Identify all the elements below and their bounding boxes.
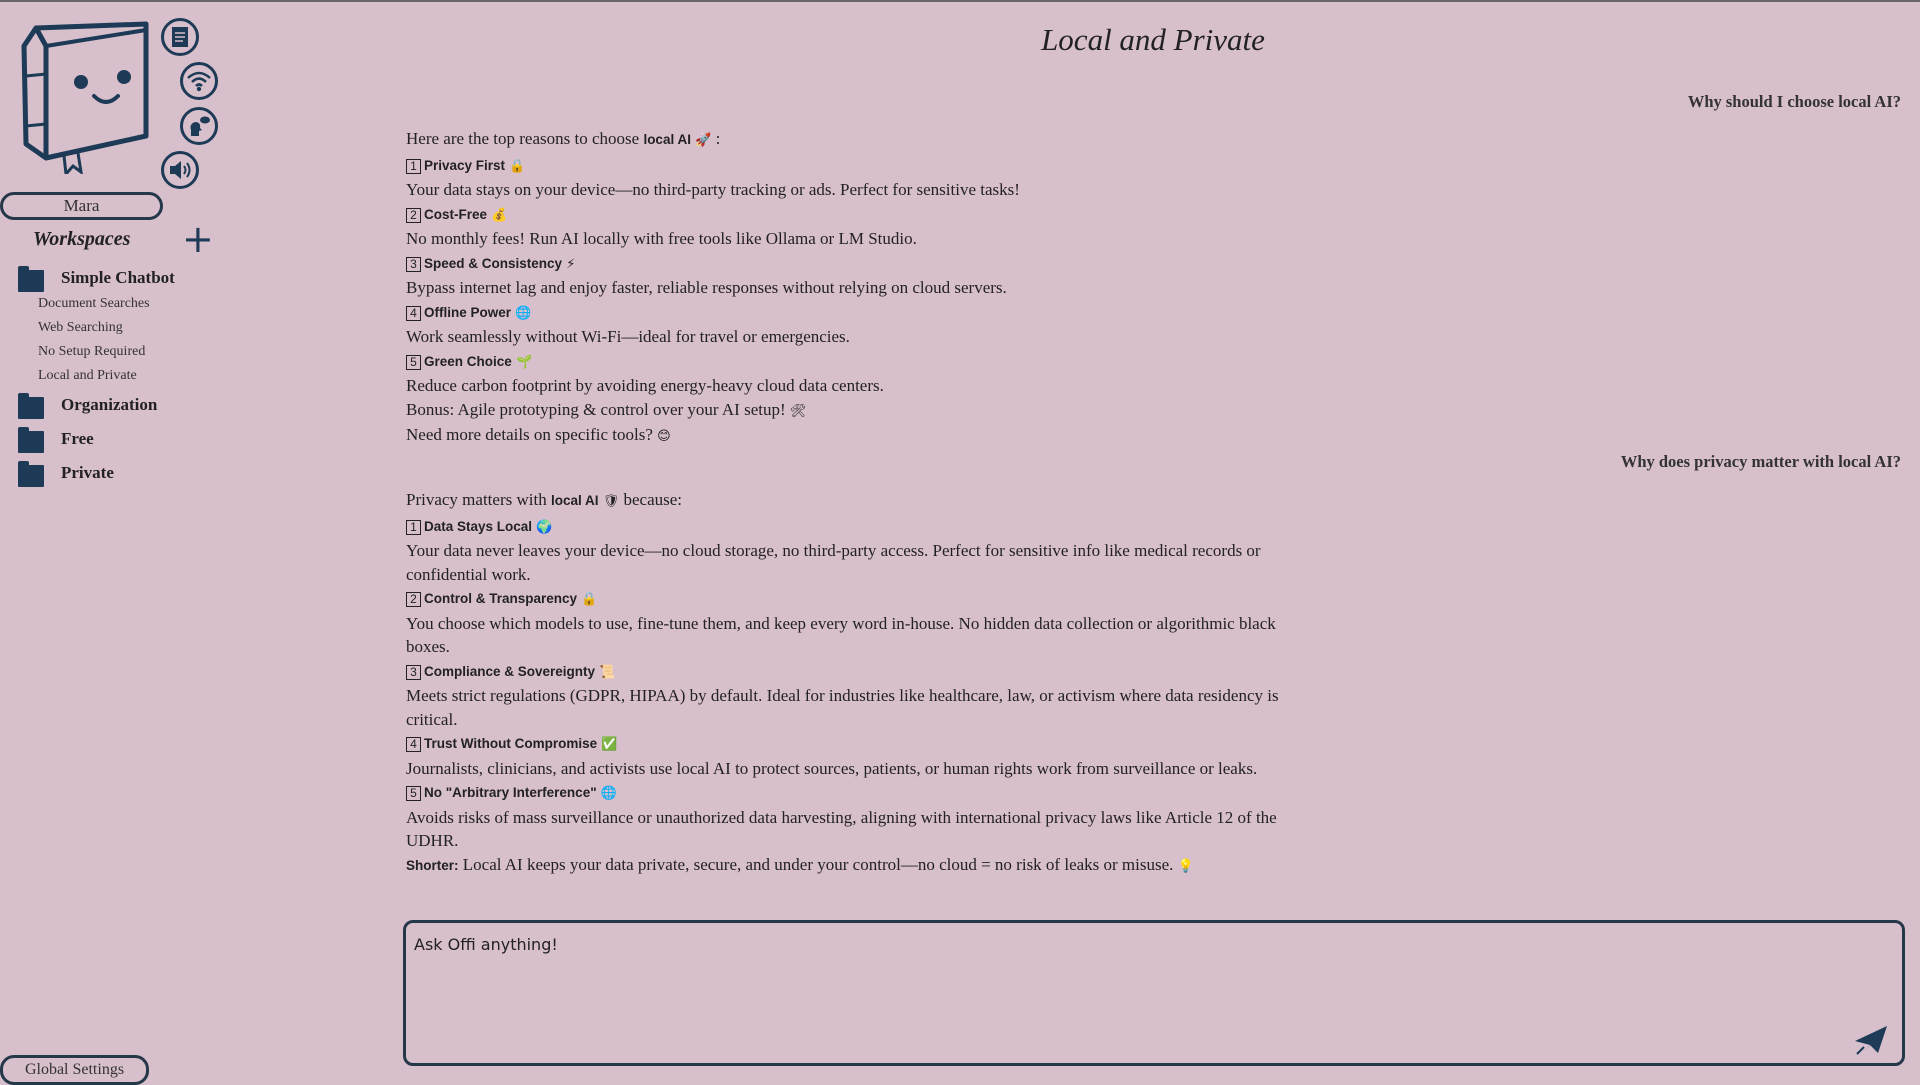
heading-text: No "Arbitrary Interference" (424, 785, 597, 800)
tools-icon: 🛠 (789, 403, 807, 419)
point-heading (406, 586, 1301, 612)
workspace-label: Simple Chatbot (61, 268, 175, 287)
followup-line (406, 423, 1306, 449)
heading-text: Compliance & Sovereignty (424, 663, 596, 679)
heading-text: Control & Transparency (424, 591, 578, 606)
text: Bonus: Agile prototyping & control over your AI setup! (406, 399, 786, 419)
folder-icon (18, 465, 44, 487)
bold-text: local AI (643, 132, 691, 147)
point-emoji-icon: 🔒 (581, 592, 598, 607)
point-text: Your data never leaves your device—no cloud storage, no third-party access. Perfect for sensitive info like medical records or confidential work. (406, 541, 1261, 584)
point-heading (406, 514, 1301, 540)
text: Here are the top reasons to choose (406, 129, 644, 148)
point-text: Avoids risks of mass surveillance or unauthorized data harvesting, aligning with international privacy laws like Article 12 of the UDHR. (406, 807, 1277, 850)
number-badge: 2 (406, 208, 421, 223)
point-text: You choose which models to use, fine-tune them, and keep every word in-house. No hidden data collection or algorithmic black boxes. (406, 613, 1276, 656)
point-heading (406, 659, 1301, 685)
heading-text: Data Stays Local (424, 518, 533, 534)
number-badge: 5 (406, 355, 421, 370)
point-emoji-icon: 🌐 (515, 305, 532, 321)
point-heading (406, 349, 1306, 375)
number-badge: 4 (406, 737, 421, 752)
number-badge: 2 (406, 592, 421, 607)
speaker-icon[interactable] (161, 151, 199, 189)
point-heading (406, 202, 1306, 228)
text: Need more details on specific tools? (406, 425, 653, 444)
point-text: Reduce carbon footprint by avoiding energy-heavy cloud data centers. (406, 376, 884, 395)
page-title: Local and Private (1041, 22, 1265, 57)
user-message: Why does privacy matter with local AI? (1620, 452, 1901, 471)
add-workspace-button[interactable]: + (182, 217, 214, 261)
intro-line (406, 488, 1301, 514)
point-emoji-icon: ✅ (601, 737, 618, 752)
global-settings-button[interactable]: Global Settings (0, 1055, 149, 1085)
number-badge: 1 (406, 159, 421, 174)
point-text: Work seamlessly without Wi-Fi—ideal for travel or emergencies. (406, 327, 850, 346)
point-text: Your data stays on your device—no third-party tracking or ads. Perfect for sensitive tasks! (406, 180, 1020, 199)
rocket-icon: 🚀 (695, 133, 712, 148)
user-name-button[interactable]: Mara (0, 192, 163, 220)
point-text: Meets strict regulations (GDPR, HIPAA) by default. Ideal for industries like healthcare, law, or activism where data residency is critical. (406, 686, 1279, 729)
text: : (711, 129, 721, 148)
workspaces-heading: Workspaces (33, 228, 131, 250)
point-emoji-icon: 🌍 (536, 519, 553, 535)
speaking-head-icon[interactable] (180, 107, 218, 145)
heading-text: Offline Power (424, 304, 512, 320)
smile-icon: 😊 (657, 429, 671, 444)
workspace-label: Organization (61, 395, 158, 414)
point-emoji-icon: 🌐 (600, 786, 618, 801)
number-badge: 3 (406, 257, 421, 272)
point-emoji-icon: 💰 (491, 207, 508, 223)
assistant-message (406, 488, 1301, 878)
shield-icon: 🛡 (602, 494, 620, 509)
point-heading (406, 731, 1301, 757)
point-text: Bypass internet lag and enjoy faster, reliable responses without relying on cloud servers. (406, 278, 1007, 297)
heading-text: Speed & Consistency (424, 255, 563, 271)
point-emoji-icon: ⚡ (566, 256, 576, 272)
point-emoji-icon: 🌱 (516, 354, 533, 370)
number-badge: 4 (406, 306, 421, 321)
chat-input[interactable] (406, 923, 1902, 1063)
point-heading (406, 153, 1306, 179)
send-icon[interactable] (1854, 1025, 1888, 1055)
heading-text: Privacy First (424, 157, 506, 173)
chat-item[interactable]: Web Searching (38, 320, 123, 335)
point-heading (406, 300, 1306, 326)
lightbulb-icon: 💡 (1177, 858, 1194, 874)
assistant-message (406, 127, 1306, 449)
number-badge: 5 (406, 786, 421, 801)
workspace-label: Private (61, 463, 114, 482)
user-message: Why should I choose local AI? (1687, 92, 1901, 111)
point-emoji-icon: 🔒 (509, 158, 526, 174)
text: Privacy matters with (406, 490, 551, 509)
point-text: No monthly fees! Run AI locally with free tools like Ollama or LM Studio. (406, 229, 917, 248)
point-text: Journalists, clinicians, and activists use local AI to protect sources, patients, or human rights work from surveillance or leaks. (406, 758, 1258, 778)
folder-icon (18, 397, 44, 419)
heading-text: Green Choice (424, 353, 512, 369)
bold-text: Shorter: (406, 857, 459, 873)
folder-icon (18, 270, 44, 292)
chat-item[interactable]: Local and Private (38, 368, 137, 383)
bonus-line (406, 398, 1306, 424)
chat-item[interactable]: No Setup Required (38, 344, 146, 359)
chat-input-container (403, 920, 1905, 1066)
point-heading (406, 251, 1306, 277)
heading-text: Cost-Free (424, 206, 488, 222)
workspace-label: Free (61, 429, 94, 448)
summary-line (406, 853, 1301, 879)
text: because: (619, 490, 683, 509)
wifi-icon[interactable] (180, 62, 218, 100)
number-badge: 1 (406, 520, 421, 535)
intro-line (406, 127, 1306, 153)
number-badge: 3 (406, 665, 421, 680)
heading-text: Trust Without Compromise (424, 736, 598, 751)
folder-icon (18, 431, 44, 453)
point-emoji-icon: 📜 (599, 664, 616, 680)
text: Local AI keeps your data private, secure, and under your control—no cloud = no risk of leaks or misuse. (458, 854, 1174, 874)
point-heading (406, 780, 1301, 806)
bold-text: local AI (550, 493, 599, 508)
chat-item[interactable]: Document Searches (38, 296, 150, 311)
